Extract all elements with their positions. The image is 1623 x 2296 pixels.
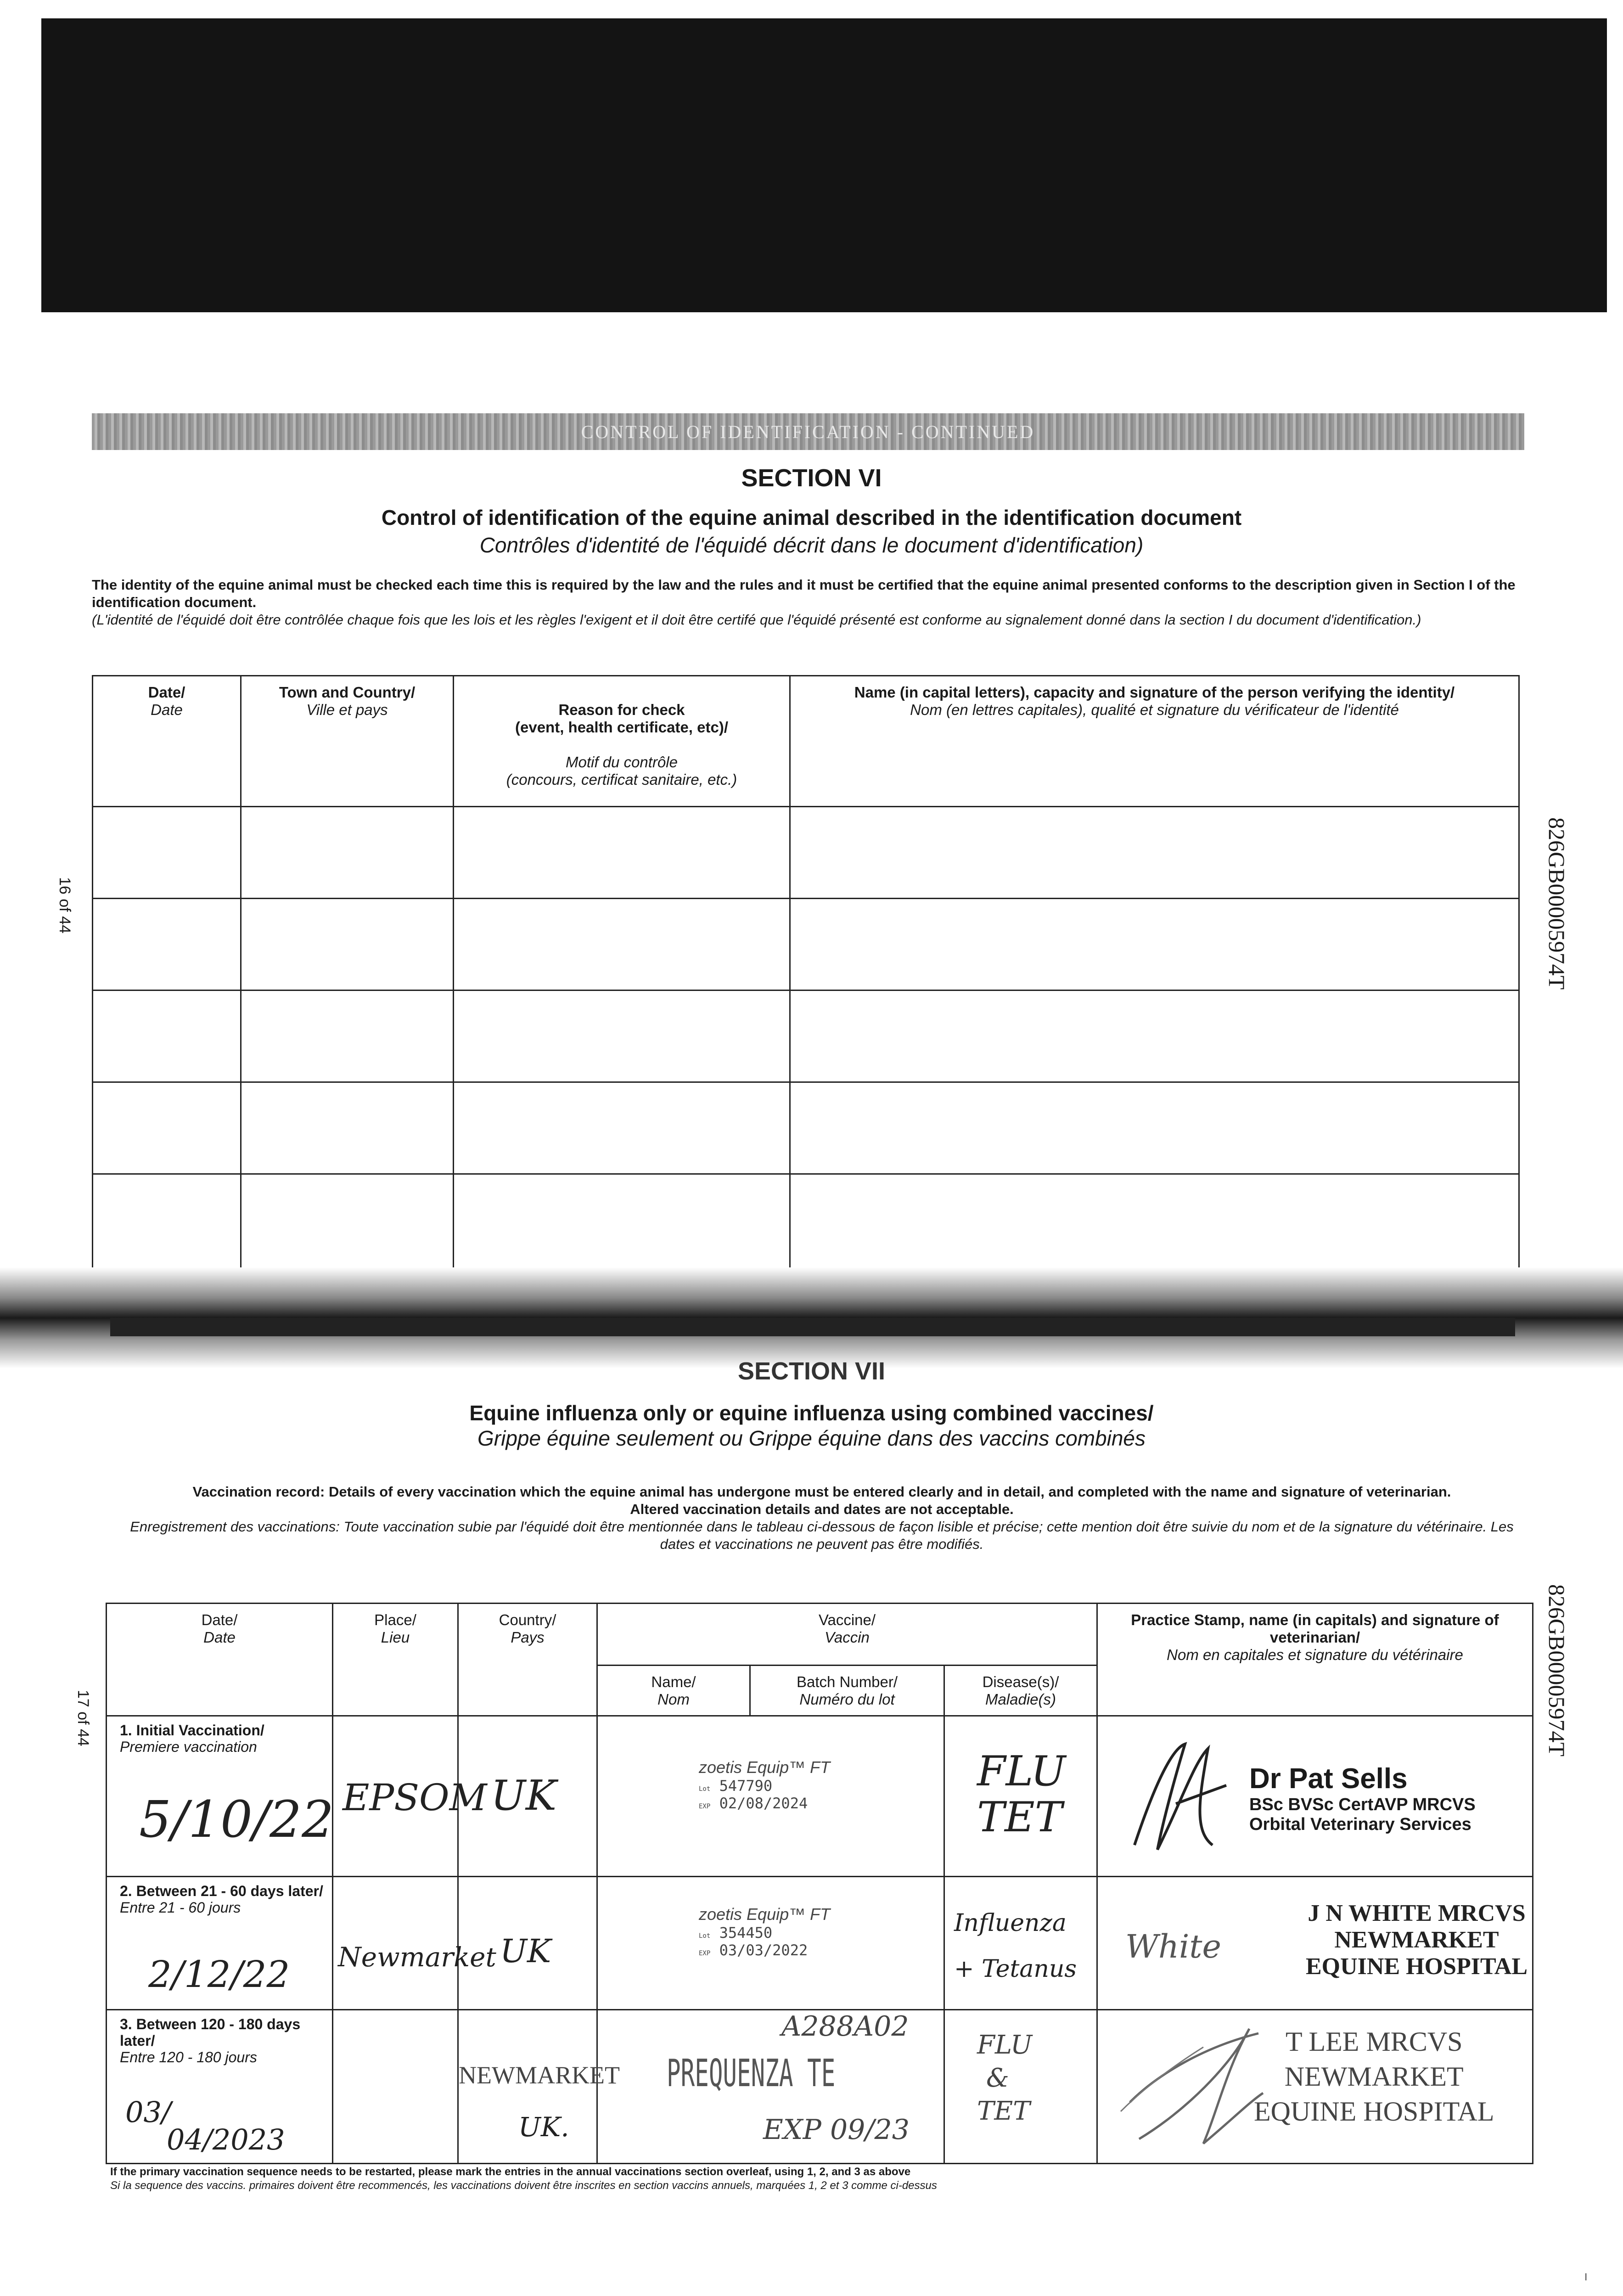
signature-scribble	[1116, 1735, 1236, 1859]
cell[interactable]	[790, 899, 1519, 990]
row-label-fr: Entre 21 - 60 jours	[120, 1899, 241, 1916]
row-label	[107, 2010, 332, 2065]
row3-place-stamp: NEWMARKET	[459, 2061, 620, 2089]
header-en: Vaccine/	[818, 1611, 876, 1628]
instr-conforms: conforms	[1163, 577, 1229, 593]
cell[interactable]	[454, 990, 790, 1082]
table-row	[93, 990, 1519, 1082]
instr-en-1: Details of every vaccination which the equine animal has undergone must be entered clearly and in detail, and completed with the name and signature of veterinarian.	[328, 1484, 1451, 1500]
row3-expiry: EXP 09/23	[763, 2114, 910, 2146]
page-number-16: 16 of 44	[56, 877, 73, 934]
instr-part-3: of the identification document.	[92, 577, 1516, 610]
row1-place-cell[interactable]	[333, 1716, 487, 1877]
row3-date-part-1: 03/	[125, 2095, 171, 2129]
page-gutter-edge	[110, 1318, 1515, 1336]
cell[interactable]	[454, 1174, 790, 1280]
cell[interactable]	[241, 899, 454, 990]
vet-practice: Orbital Veterinary Services	[1249, 1815, 1471, 1834]
header-en: Town and Country/	[279, 684, 416, 701]
col-country-header	[458, 1604, 597, 1716]
row3-vaccine-cell[interactable]	[597, 2010, 944, 2164]
header-fr: Nom	[657, 1691, 690, 1708]
side-code-bottom: 826GB00005974T	[1544, 1584, 1570, 1756]
cell[interactable]	[93, 807, 241, 899]
col-town-header	[241, 676, 454, 807]
cell[interactable]	[93, 1174, 241, 1280]
header-en: Practice Stamp, name (in capitals) and signature of veterinarian/	[1131, 1611, 1499, 1646]
row2-date-cell[interactable]	[107, 1877, 333, 2010]
table-row	[93, 807, 1519, 899]
side-code-top: 826GB00005974T	[1544, 817, 1570, 990]
header-fr: Ville et pays	[306, 701, 388, 718]
row3-country: UK.	[518, 2111, 569, 2143]
col-date-header	[107, 1604, 333, 1716]
corner-mark: ı	[1584, 2268, 1588, 2284]
stamp-line-2: NEWMARKET	[1284, 2061, 1464, 2092]
disease-2: &	[986, 2063, 1009, 2093]
row1-vaccine-cell[interactable]	[597, 1716, 944, 1877]
col-stamp-header	[1097, 1604, 1533, 1716]
lot-prefix: Lot	[699, 1785, 711, 1793]
section-vii-title: SECTION VII	[737, 1357, 886, 1385]
section-vi-instructions	[92, 576, 1524, 629]
col-date-header	[93, 676, 241, 807]
disease-1: Influenza	[954, 1909, 1067, 1937]
instr-en-2: Altered vaccination details and dates are not acceptable.	[630, 1501, 1014, 1517]
expiry-date: 03/03/2022	[719, 1941, 808, 1959]
table-row	[93, 1082, 1519, 1174]
row2-vaccine-sticker	[699, 1905, 830, 1959]
cell[interactable]	[454, 807, 790, 899]
row3-vet-stamp	[1254, 2024, 1494, 2129]
header-en: Reason for check (event, health certificate, etc)/	[515, 701, 728, 736]
cell[interactable]	[454, 1082, 790, 1174]
row2-signature: White	[1125, 1928, 1221, 1965]
header-en: Disease(s)/	[982, 1673, 1059, 1690]
header-en: Date/	[148, 684, 185, 701]
header-fr: Date	[203, 1629, 236, 1646]
instr-part-2: to the description given in	[1232, 577, 1410, 593]
stamp-line-3: EQUINE HOSPITAL	[1305, 1953, 1528, 1980]
stamp-line-1: T LEE MRCVS	[1285, 2026, 1463, 2057]
row2-stamp-cell[interactable]	[1097, 1877, 1533, 2010]
col-vaccine-header	[597, 1604, 1097, 1666]
table-row	[93, 1174, 1519, 1280]
header-en: Date/	[201, 1611, 238, 1628]
redacted-block	[41, 18, 1607, 312]
exp-prefix: EXP	[699, 1803, 711, 1810]
vaccination-table	[106, 1603, 1533, 2164]
vet-name: Dr Pat Sells	[1249, 1763, 1408, 1795]
cell[interactable]	[241, 990, 454, 1082]
disease-2: TET	[977, 1793, 1062, 1841]
instr-fr: Enregistrement des vaccinations: Toute vaccination subie par l'équidé doit être mentionnée dans le tableau ci-dessous de façon lisible et précise; cette mention doit être suivie du nom et de la signature du vétérinaire. Les dates et vaccinations ne peuvent pas être modifiés.	[130, 1519, 1514, 1552]
col-name-header	[597, 1666, 750, 1716]
signature-scribble	[1112, 2020, 1277, 2157]
header-fr: Maladie(s)	[985, 1691, 1056, 1708]
row1-country: UK	[491, 1772, 557, 1820]
header-en: Batch Number/	[796, 1673, 898, 1690]
cell[interactable]	[454, 899, 790, 990]
cell[interactable]	[790, 807, 1519, 899]
header-fr: Date	[151, 701, 183, 718]
row3-date-cell[interactable]	[107, 2010, 333, 2164]
row1-country-cell[interactable]	[458, 1716, 597, 1877]
cell[interactable]	[93, 899, 241, 990]
header-fr: Numéro du lot	[799, 1691, 895, 1708]
header-fr: Nom (en lettres capitales), qualité et signature du vérificateur de l'identité	[910, 701, 1399, 718]
banner-text: CONTROL OF IDENTIFICATION - CONTINUED	[581, 421, 1035, 442]
disease-3: TET	[977, 2096, 1030, 2126]
row3-stamp-cell[interactable]	[1097, 2010, 1533, 2164]
header-en: Country/	[499, 1611, 556, 1628]
row1-diseases	[977, 1749, 1066, 1840]
vaccine-brand: zoetis Equip™ FT	[699, 1905, 831, 1924]
section-vii-subtitle-en: Equine influenza only or equine influenza using combined vaccines/	[469, 1401, 1154, 1425]
footnote-fr: Si la sequence des vaccins. primaires doivent être recommencés, les vaccinations doivent être inscrites en section vaccins annuels, marquées 1, 2 et 3 comme ci-dessus	[110, 2179, 937, 2192]
row-label-en: 3. Between 120 - 180 days later/	[120, 2016, 301, 2049]
disease-1: FLU	[977, 2030, 1033, 2060]
row1-vet-stamp	[1249, 1762, 1476, 1835]
row3-vaccine-name: PREQUENZA TE	[667, 2052, 836, 2095]
header-fr: Motif du contrôle (concours, certificat sanitaire, etc.)	[506, 754, 737, 788]
identity-check-table	[92, 675, 1520, 1280]
header-en: Place/	[374, 1611, 416, 1628]
row2-date: 2/12/22	[148, 1953, 290, 1996]
instr-fr: (L'identité de l'équidé doit être contrôlée chaque fois que les lois et les règles l'exigent et il doit être certifé que l'équidé présenté est conforme au signalement donné dans la section I du document d'identification.)	[92, 612, 1421, 628]
instr-label: Vaccination record:	[192, 1484, 325, 1500]
row3-diseases	[977, 2029, 1032, 2128]
footnote-en: If the primary vaccination sequence needs to be restarted, please mark the entries in the annual vaccinations section overleaf, using 1, 2, and 3 as above	[110, 2166, 911, 2178]
stamp-line-2: NEWMARKET	[1334, 1927, 1499, 1953]
header-fr: Vaccin	[825, 1629, 870, 1646]
row3-batch: A288A02	[781, 2010, 909, 2043]
row1-stamp-cell[interactable]	[1097, 1716, 1533, 1877]
row-label-fr: Entre 120 - 180 jours	[120, 2049, 257, 2065]
row1-date: 5/10/22	[139, 1790, 334, 1849]
row3-place-cell[interactable]	[333, 2010, 458, 2164]
section-vi-subtitle-fr: Contrôles d'identité de l'équidé décrit dans le document d'identification)	[479, 533, 1144, 557]
header-fr: Nom en capitales et signature du vétérinaire	[1167, 1646, 1463, 1663]
cell[interactable]	[241, 1082, 454, 1174]
section-vii-subtitle-fr: Grippe équine seulement ou Grippe équine dans des vaccins combinés	[477, 1426, 1146, 1450]
col-batch-header	[750, 1666, 944, 1716]
instr-part-1: The identity of the equine animal must be checked each time this is required by the law and the rules and it must be certified that the equine animal presented	[92, 577, 1160, 593]
cell[interactable]	[790, 1174, 1519, 1280]
row3-disease-cell[interactable]	[944, 2010, 1097, 2164]
row2-country: UK	[500, 1932, 551, 1970]
vaccination-footnote	[110, 2165, 1533, 2193]
row2-place: Newmarket	[338, 1941, 496, 1973]
instr-section: Section I	[1413, 577, 1473, 593]
row1-date-cell[interactable]	[107, 1716, 333, 1877]
exp-prefix: EXP	[699, 1950, 711, 1957]
header-en: Name/	[651, 1673, 696, 1690]
row-label-en: 2. Between 21 - 60 days later/	[120, 1883, 323, 1899]
section-vi-title: SECTION VI	[741, 464, 882, 492]
page-number-17: 17 of 44	[74, 1690, 92, 1746]
header-en: Name (in capital letters), capacity and signature of the person verifying the identity/	[854, 684, 1455, 701]
header-fr: Pays	[511, 1629, 545, 1646]
lot-number: 354450	[719, 1924, 773, 1941]
stamp-line-1: J N WHITE MRCVS	[1308, 1900, 1526, 1926]
row2-vet-stamp	[1306, 1900, 1528, 1980]
row2-country-cell[interactable]	[458, 1877, 597, 2010]
section-vii-instructions	[115, 1483, 1529, 1553]
row-label	[107, 1877, 332, 1916]
cell[interactable]	[93, 990, 241, 1082]
vaccination-row-1	[107, 1716, 1533, 1877]
section-banner	[92, 413, 1524, 450]
row2-disease-cell[interactable]	[944, 1877, 1097, 2010]
row1-disease-cell[interactable]	[944, 1716, 1097, 1877]
row-label	[107, 1716, 332, 1755]
row2-diseases	[954, 1900, 1077, 1992]
lot-prefix: Lot	[699, 1932, 711, 1940]
cell[interactable]	[93, 1082, 241, 1174]
vet-qualifications: BSc BVSc CertAVP MRCVS	[1249, 1795, 1476, 1814]
row-label-fr: Premiere vaccination	[120, 1739, 257, 1755]
header-fr: Lieu	[381, 1629, 410, 1646]
row3-date-part-2: 04/2023	[167, 2123, 285, 2156]
vaccination-row-2	[107, 1877, 1533, 2010]
row1-place: EPSOM	[343, 1776, 487, 1819]
row3-country-cell[interactable]	[458, 2010, 620, 2164]
col-place-header	[333, 1604, 458, 1716]
expiry-date: 02/08/2024	[719, 1795, 808, 1812]
cell[interactable]	[790, 990, 1519, 1082]
row1-vaccine-sticker	[699, 1758, 830, 1812]
row2-place-cell[interactable]	[333, 1877, 496, 2010]
col-verifier-header	[790, 676, 1519, 807]
cell[interactable]	[241, 807, 454, 899]
disease-1: FLU	[977, 1747, 1066, 1795]
vaccination-row-3	[107, 2010, 1533, 2164]
cell[interactable]	[241, 1174, 454, 1280]
table-row	[93, 899, 1519, 990]
col-disease-header	[944, 1666, 1097, 1716]
stamp-line-3: EQUINE HOSPITAL	[1254, 2096, 1494, 2127]
col-reason-header	[454, 676, 790, 807]
disease-2: + Tetanus	[954, 1955, 1077, 1983]
cell[interactable]	[790, 1082, 1519, 1174]
vaccine-brand: zoetis Equip™ FT	[699, 1758, 831, 1777]
row2-vaccine-cell[interactable]	[597, 1877, 944, 2010]
lot-number: 547790	[719, 1777, 773, 1795]
section-vi-subtitle-en: Control of identification of the equine animal described in the identification document	[381, 506, 1242, 529]
row-label-en: 1. Initial Vaccination/	[120, 1722, 264, 1739]
